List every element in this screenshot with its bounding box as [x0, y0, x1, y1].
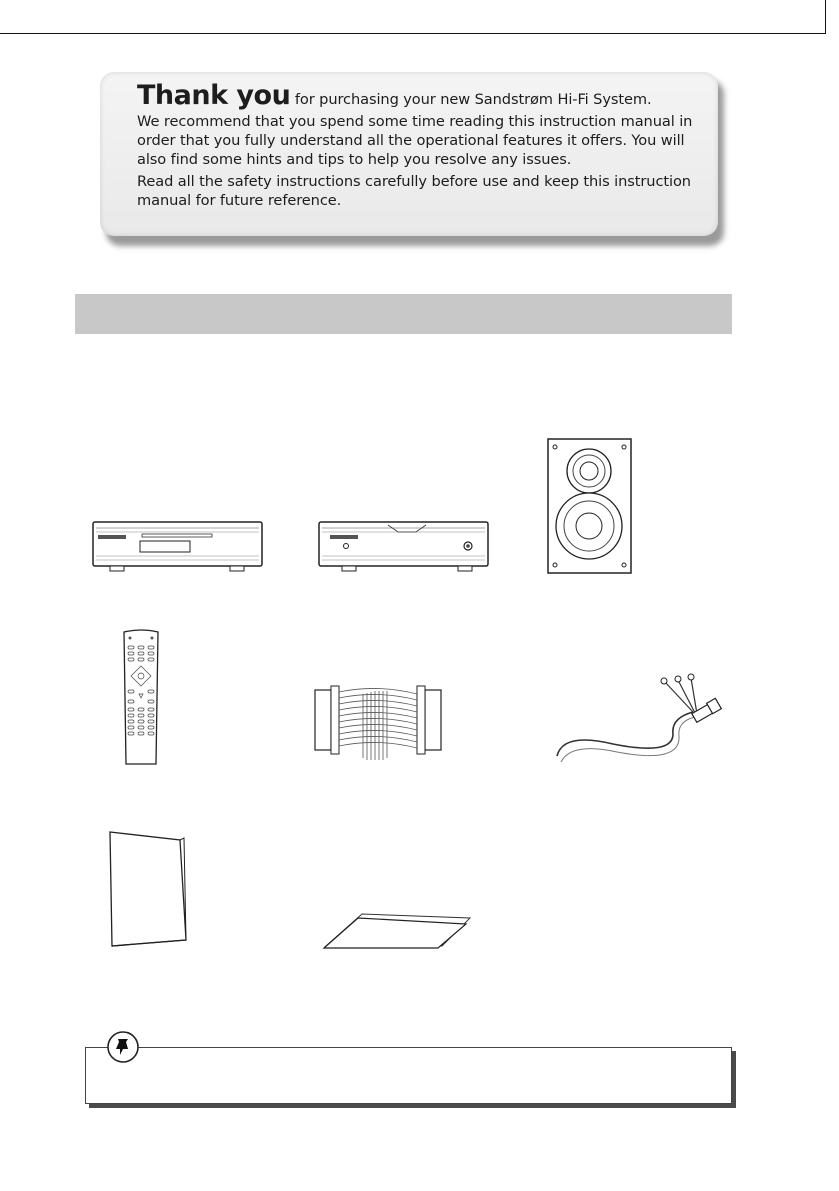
note-box: [85, 1047, 732, 1104]
intro-paragraph-1: We recommend that you spend some time reading this instruction manual in order that you fully understand all the operational features it offers. You will also find some hints and tips to help you resolve any issues.: [137, 113, 693, 168]
intro-text: [137, 80, 712, 213]
fm-antenna-icon: [553, 672, 725, 768]
section-header-bar: [75, 294, 732, 334]
speaker-icon: [547, 438, 633, 576]
crop-mark-horizontal: [0, 33, 825, 34]
pushpin-icon: [106, 1030, 140, 1068]
cd-player-icon: [92, 520, 264, 572]
intro-first-line: [137, 80, 712, 111]
amplifier-icon: [318, 520, 490, 572]
intro-title: Thank you: [137, 80, 291, 111]
warranty-card-icon: [322, 908, 474, 950]
connection-cable-icon: [313, 684, 443, 764]
instruction-manual-icon: [108, 828, 188, 950]
intro-title-tail: for purchasing your new Sandstrøm Hi-Fi System.: [290, 91, 652, 108]
intro-paragraph-2: Read all the safety instructions carefully before use and keep this instruction manual for future reference.: [137, 173, 691, 209]
remote-control-icon: [121, 628, 161, 768]
crop-mark-vertical: [825, 0, 826, 34]
